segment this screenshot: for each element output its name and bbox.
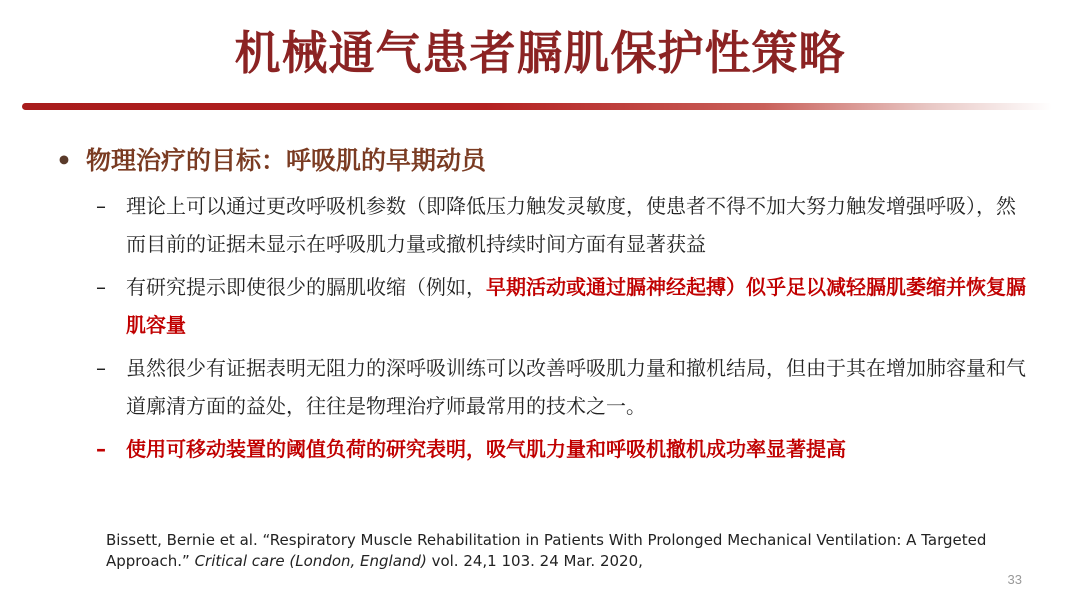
main-bullet-text: 物理治疗的目标：呼吸肌的早期动员: [86, 146, 487, 175]
dash-marker: –: [96, 275, 106, 299]
citation-details: vol. 24,1 103. 24 Mar. 2020,: [426, 552, 643, 570]
citation-journal: Critical care (London, England): [194, 552, 427, 570]
sub-bullet-4: [96, 430, 1026, 468]
sub-bullet-text: 虽然很少有证据表明无阻力的深呼吸训练可以改善呼吸肌力量和撤机结局，但由于其在增加肺容量和气道廓清方面的益处，往往是物理治疗师最常用的技术之一。: [126, 356, 1026, 418]
sub-bullet-text: 使用可移动装置的阈值负荷的研究表明，吸气肌力量和呼吸机撤机成功率显著提高: [126, 437, 846, 461]
sub-bullet-1: [96, 187, 1026, 263]
bullet-marker: •: [56, 146, 72, 175]
sub-bullet-text-plain: 有研究提示即使很少的膈肌收缩（例如，: [126, 275, 486, 299]
sub-bullet-3: [96, 349, 1026, 425]
citation-text: Bissett, Bernie et al. “Respiratory Muscle Rehabilitation in Patients With Prolonged Mechanical Ventilation: A Targeted Approach.”: [106, 531, 987, 570]
sub-bullet-2: [96, 268, 1026, 344]
slide-title: 机械通气患者膈肌保护性策略: [234, 26, 846, 80]
main-bullet: [56, 143, 1046, 179]
sub-bullet-text: 理论上可以通过更改呼吸机参数（即降低压力触发灵敏度，使患者不得不加大努力触发增强呼吸），然而目前的证据未显示在呼吸肌力量或撤机持续时间方面有显著获益: [126, 194, 1016, 256]
title-divider: [22, 103, 1052, 110]
sub-bullet-text-highlight: 早期活动或通过膈神经起搏）似乎足以减轻膈肌萎缩并恢复膈肌容量: [126, 275, 1026, 337]
dash-marker: –: [96, 437, 106, 461]
dash-marker: –: [96, 194, 106, 218]
citation: [106, 530, 1026, 572]
sub-bullet-text: [126, 268, 1026, 344]
page-number: 33: [1007, 572, 1022, 587]
dash-marker: –: [96, 356, 106, 380]
